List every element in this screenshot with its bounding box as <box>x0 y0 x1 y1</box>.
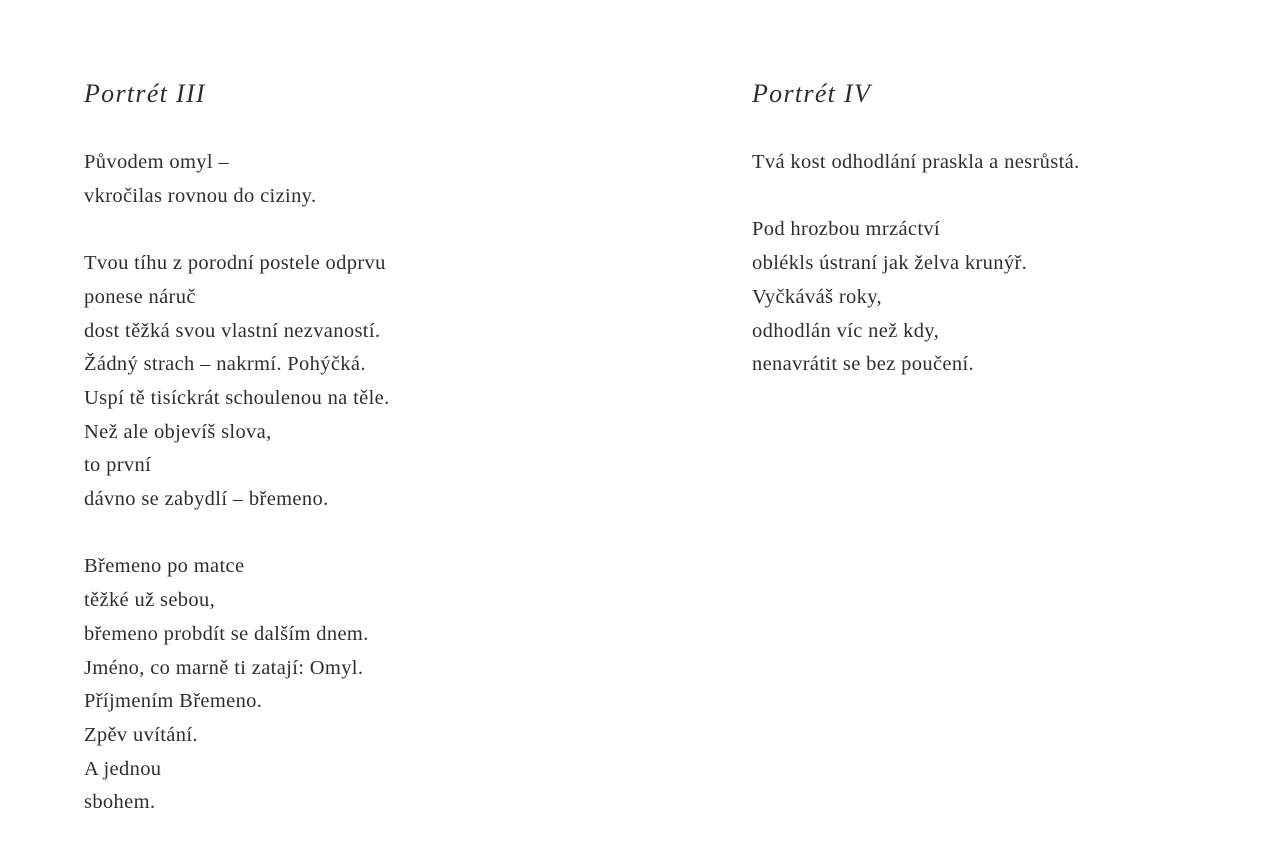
poem-line: těžké už sebou, <box>84 589 216 612</box>
poem-line: dávno se zabydlí – břemeno. <box>84 488 329 511</box>
poem-line: Břemeno po matce <box>84 555 245 578</box>
poem-line: Zpěv uvítání. <box>84 723 198 746</box>
stanza <box>84 550 644 820</box>
poem-line: břemeno probdít se dalším dnem. <box>84 622 369 645</box>
poem-line: Vyčkáváš roky, <box>752 285 882 308</box>
poem-line: Žádný strach – nakrmí. Pohýčká. <box>84 353 366 376</box>
poem-portret-iv <box>752 76 1252 416</box>
poem-line: oblékls ústraní jak želva krunýř. <box>752 252 1028 275</box>
poem-line: vkročilas rovnou do ciziny. <box>84 184 317 207</box>
poem-line: to první <box>84 454 152 477</box>
poem-line: Původem omyl – <box>84 151 229 173</box>
poem-line: Příjmením Břemeno. <box>84 690 263 713</box>
poem-line: Pod hrozbou mrzáctví <box>752 218 941 241</box>
poem-line: odhodlán víc než kdy, <box>752 319 940 342</box>
poem-line: Uspí tě tisíckrát schoulenou na těle. <box>84 386 390 409</box>
poem-line: nenavrátit se bez poučení. <box>752 353 974 376</box>
stanza <box>84 247 644 517</box>
stanza <box>752 146 1252 180</box>
poem-title: Portrét IV <box>752 79 872 108</box>
poem-line: sbohem. <box>84 791 156 814</box>
poem-line: ponese náruč <box>84 285 196 308</box>
stanza <box>84 146 644 213</box>
poem-line: Tvá kost odhodlání praskla a nesrůstá. <box>752 151 1080 173</box>
poem-line: Než ale objevíš slova, <box>84 420 272 443</box>
poem-line: Tvou tíhu z porodní postele odprvu <box>84 252 386 275</box>
poem-title: Portrét III <box>84 79 206 108</box>
poem-portret-iii <box>84 76 644 854</box>
poem-line: dost těžká svou vlastní nezvaností. <box>84 319 381 342</box>
poem-line: A jednou <box>84 757 162 780</box>
poem-line: Jméno, co marně ti zatají: Omyl. <box>84 656 364 679</box>
stanza <box>752 213 1252 382</box>
